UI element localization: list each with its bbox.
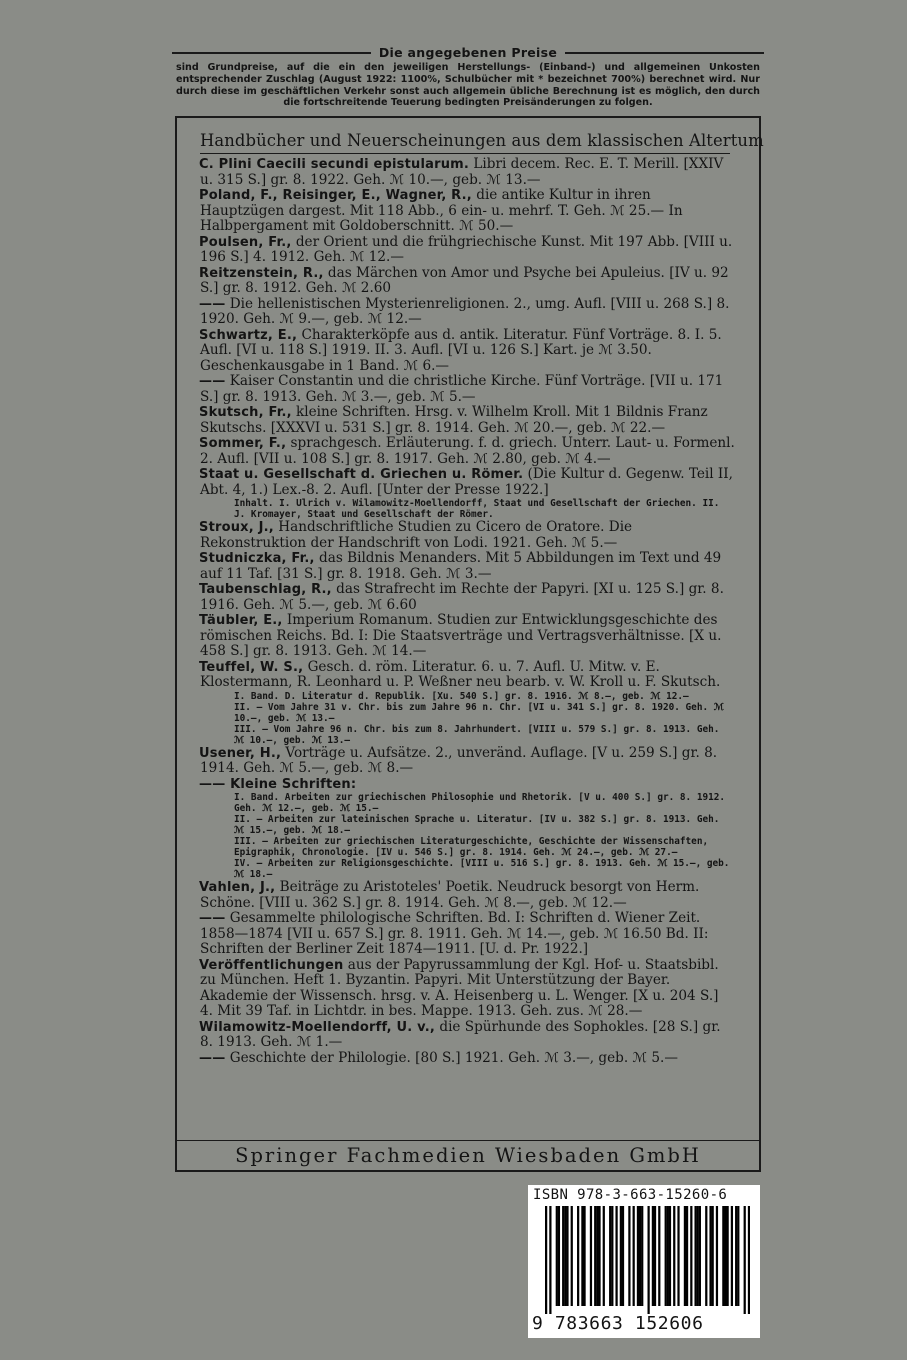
kleine-schriften-band: IV. — Arbeiten zur Religionsgeschichte. [VIII u. 516 S.] gr. 8. 1913. Geh. ℳ 15.—, geb. ℳ 18.— [234,858,730,880]
catalog-entry [200,266,735,297]
entry-author: Taubenschlag, R., [199,582,332,597]
teuffel-band: II. — Vom Jahre 31 v. Chr. bis zum Jahre 96 n. Chr. [VI u. 341 S.] gr. 8. 1920. Geh. ℳ 10.—, geb. ℳ 13.— [234,701,724,724]
catalog-entry [200,436,735,467]
teuffel-band: III. — Vom Jahre 96 n. Chr. bis zum 8. Jahrhundert. [VIII u. 579 S.] gr. 8. 1913. Geh. ℳ 10.—, geb. ℳ 13.— [234,723,720,746]
kleine-schriften-band: III. — Arbeiten zur griechischen Literaturgeschichte, Geschichte der Wissenschaften, Epigraphik, Chronologie. [IV u. 546 S.] gr. 8. 1914. Geh. ℳ 24.—, geb. ℳ 27.— [234,836,709,858]
barcode-bar [598,1206,600,1306]
barcode-digits: 9 783663 152606 [532,1313,704,1334]
barcode [545,1206,750,1314]
entry-author: Reitzenstein, R., [199,265,324,281]
entry-author: —— [199,911,226,926]
publisher-footer: Springer Fachmedien Wiesbaden GmbH [235,1144,701,1167]
entry-author: Studniczka, Fr., [199,551,315,566]
footer-rule [176,1140,760,1141]
barcode-bar [652,1206,654,1306]
barcode-bar [727,1206,729,1306]
barcode-bar [686,1206,688,1306]
entry-author: Poland, F., Reisinger, E., Wagner, R., [199,188,472,203]
barcode-bar [690,1206,692,1306]
barcode-bar [724,1206,726,1306]
teuffel-band: I. Band. D. Literatur d. Republik. [Xu. 540 S.] gr. 8. 1916. ℳ 8.—, geb. ℳ 12.— [234,690,689,702]
entry-text: die Spürhunde des Sophokles. [28 S.] gr. 8. 1913. Geh. ℳ 1.— [200,1018,721,1050]
barcode-bar [641,1206,643,1306]
entry-text: aus der Papyrussammlung der Kgl. Hof- u. Staatsbibl. zu München. Heft 1. Byzantin. Papyri. Mit Unterstützung der Bayer. Akademie der Wissensch. hrsg. v. A. Heisenberg u. L. Wenger. [X u. 204 S.] 4. Mit 39 Taf. in Lichtdr. in bes. Mappe. 1913. Geh. zus. ℳ 28.— [200,956,719,1019]
entry-author: Staat u. Gesellschaft d. Griechen u. Römer. [199,467,524,482]
entry-text: Gesch. d. röm. Literatur. 6. u. 7. Aufl. U. Mitw. v. E. Klostermann, R. Leonhard u. P. Weßner neu bearb. v. W. Kroll u. F. Skutsch. [200,658,721,690]
catalog-entry [200,188,735,235]
barcode-bar [697,1206,699,1306]
entry-author: Teuffel, W. S., [199,659,304,675]
entry-text: Handschriftliche Studien zu Cicero de Oratore. Die Rekonstruktion der Handschrift von Lodi. 1921. Geh. ℳ 5.— [200,519,633,551]
barcode-bar [654,1206,656,1306]
entry-author: Vahlen, J., [199,880,276,895]
entry-text: der Orient und die frühgriechische Kunst. Mit 197 Abb. [VIII u. 196 S.] 4. 1912. Geh. ℳ 12.— [200,233,733,265]
catalog-entry [200,746,735,777]
barcode-bar [658,1206,660,1306]
barcode-bar [583,1206,585,1306]
entry-text: das Bildnis Menanders. Mit 5 Abbildungen im Text und 49 auf 11 Taf. [31 S.] gr. 8. 1918. Geh. ℳ 3.— [200,550,722,582]
catalog-entry [200,1051,735,1067]
barcode-bar [611,1206,613,1306]
barcode-bar [603,1206,605,1306]
heading-rule [200,153,730,154]
staat-inhalt: Inhalt. I. Ulrich v. Wilamowitz-Moellendorff, Staat und Gesellschaft der Griechen. II. J. Kromayer, Staat und Gesellschaft der Römer. [234,498,720,520]
barcode-bar [673,1206,675,1306]
entry-text: Charakterköpfe aus d. antik. Literatur. Fünf Vorträge. 8. I. 5. Aufl. [VI u. 118 S.] 1919. II. 3. Aufl. [VI u. 126 S.] Kart. je ℳ 3.50. Geschenkausgabe in 1 Band. ℳ 6.— [200,326,722,374]
entry-text: sprachgesch. Erläuterung. f. d. griech. Unterr. Laut- u. Formenl. 2. Aufl. [VII u. 108 S.] gr. 8. 1917. Geh. ℳ 2.80, geb. ℳ 4.— [200,435,735,467]
barcode-bar [722,1206,724,1306]
barcode-bar [667,1206,669,1306]
barcode-bar [545,1206,547,1314]
barcode-bar [669,1206,671,1306]
catalog-entry [200,405,735,436]
entry-author: Skutsch, Fr., [199,405,292,420]
catalog-entry [200,467,735,498]
barcode-bar [699,1206,701,1306]
barcode-bar [594,1206,596,1306]
catalog-entry [200,520,735,551]
barcode-bar [590,1206,592,1306]
barcode-bar [737,1206,739,1306]
catalog-entry [200,374,735,405]
barcode-bar [615,1206,617,1306]
entry-author: —— [199,1050,226,1066]
catalog-entry [200,551,735,582]
barcode-bar [709,1206,711,1306]
barcode-bar [731,1206,733,1306]
notice-title: Die angegebenen Preise [371,45,565,60]
barcode-bar [564,1206,566,1306]
entry-author: Veröffentlichungen [199,957,344,973]
barcode-bar [571,1206,573,1306]
entry-text: Die hellenistischen Mysterienreligionen. 2., umg. Aufl. [VIII u. 268 S.] 8. 1920. Geh. ℳ 9.—, geb. ℳ 12.— [200,295,730,327]
barcode-bar [549,1206,551,1314]
barcode-bar [744,1206,746,1314]
entry-author: —— [199,296,226,312]
catalog-entry [200,660,735,691]
barcode-bar [716,1206,718,1306]
notice-body: sind Grundpreise, auf die ein den jeweiligen Herstellungs- (Einband-) und allgemeinen Unkosten entsprechender Zuschlag (August 1922: 1100%, Schulbücher mit * bezeichnet 700%) berechnet wird. Nur durch diese im geschäftlichen Verkehr sonst auch allgemein übliche Berechnung ist es möglich, den durch die fortschreitende Teuerung bedingten Preisänderungen zu folgen. [176,62,760,109]
barcode-bar [620,1206,622,1306]
catalog-entries [200,157,735,1066]
kleine-schriften-title: —— Kleine Schriften: [199,776,357,792]
barcode-bar [558,1206,560,1306]
entry-author: Stroux, J., [199,520,274,535]
barcode-bar [648,1206,650,1314]
entry-author: Sommer, F., [199,436,287,451]
catalog-entry [200,958,735,1020]
entry-author: C. Plini Caecili secundi epistularum. [199,157,470,172]
barcode-bar [566,1206,568,1306]
entry-author: Wilamowitz-Moellendorff, U. v., [199,1019,436,1035]
entry-author: —— [199,374,226,389]
catalog-entry [200,1020,735,1051]
entry-text: Beiträge zu Aristoteles' Poetik. Neudruck besorgt von Herm. Schöne. [VIII u. 362 S.] gr. 8. 1914. Geh. ℳ 8.—, geb. ℳ 12.— [200,879,700,911]
barcode-bar [556,1206,558,1306]
entry-author: Täubler, E., [199,613,283,628]
catalog-entry [200,911,735,958]
catalog-entry [200,613,735,660]
catalog-entry [200,880,735,911]
catalog-entry [200,582,735,613]
barcode-bar [735,1206,737,1306]
entry-text: Vorträge u. Aufsätze. 2., unveränd. Auflage. [V u. 259 S.] gr. 8. 1914. Geh. ℳ 5.—, geb. ℳ 8.— [200,744,718,776]
entry-author: Poulsen, Fr., [199,234,292,250]
barcode-bar [694,1206,696,1306]
kleine-schriften-band: II. — Arbeiten zur lateinischen Sprache u. Literatur. [IV u. 382 S.] gr. 8. 1913. Geh. ℳ 15.—, geb. ℳ 18.— [234,814,720,836]
barcode-bar [684,1206,686,1306]
catalog-entry [200,297,735,328]
catalog-heading: Handbücher und Neuerscheinungen aus dem klassischen Altertum [200,131,764,150]
barcode-bar [712,1206,714,1306]
entry-text: das Strafrecht im Rechte der Papyri. [XI u. 125 S.] gr. 8. 1916. Geh. ℳ 5.—, geb. ℳ 6.60 [200,581,724,613]
barcode-bar [581,1206,583,1306]
barcode-bar [665,1206,667,1306]
barcode-bar [596,1206,598,1306]
barcode-bar [677,1206,679,1306]
entry-text: das Märchen von Amor und Psyche bei Apuleius. [IV u. 92 S.] gr. 8. 1912. Geh. ℳ 2.60 [200,264,729,296]
entry-author: Usener, H., [199,745,282,761]
barcode-bar [562,1206,564,1306]
barcode-bar [633,1206,635,1306]
barcode-bar [639,1206,641,1306]
entry-text: die antike Kultur in ihren Hauptzügen dargest. Mit 118 Abb., 6 ein- u. mehrf. T. Geh. ℳ 25.— In Halbpergament mit Goldoberschnitt. ℳ 50.— [200,187,683,234]
barcode-bar [628,1206,630,1306]
entry-text: Geschichte der Philologie. [80 S.] 1921. Geh. ℳ 3.—, geb. ℳ 5.— [225,1049,678,1066]
barcode-bar [637,1206,639,1306]
catalog-entry [200,235,735,266]
barcode-bar [609,1206,611,1306]
price-notice [172,42,764,109]
entry-text: Gesammelte philologische Schriften. Bd. I: Schriften d. Wiener Zeit. 1858—1874 [VII u. 657 S.] gr. 8. 1911. Geh. ℳ 14.—, geb. ℳ 16.50 Bd. II: Schriften der Berliner Zeit 1874—1911. [U. d. Pr. 1922.] [200,910,709,957]
barcode-bar [748,1206,750,1314]
catalog-entry [200,328,735,375]
entry-text: Kaiser Constantin und die christliche Kirche. Fünf Vorträge. [VII u. 171 S.] gr. 8. 1913. Geh. ℳ 3.—, geb. ℳ 5.— [200,373,724,405]
catalog-entry [200,157,735,188]
isbn-text: ISBN 978-3-663-15260-6 [533,1187,728,1203]
entry-text: Imperium Romanum. Studien zur Entwicklungsgeschichte des römischen Reichs. Bd. I: Die Staatsverträge und Vertragsverhältnisse. [X u. 458 S.] gr. 8. 1913. Geh. ℳ 14.— [200,612,722,659]
entry-text: (Die Kultur d. Gegenw. Teil II, Abt. 4, 1.) Lex.-8. 2. Aufl. [Unter der Presse 1922.] [200,466,733,498]
kleine-schriften-band: I. Band. Arbeiten zur griechischen Philosophie und Rhetorik. [V u. 400 S.] gr. 8. 1912. Geh. ℳ 12.—, geb. ℳ 15.— [234,792,726,814]
barcode-bar [705,1206,707,1306]
entry-text: Libri decem. Rec. E. T. Merill. [XXIV u. 315 S.] gr. 8. 1922. Geh. ℳ 10.—, geb. ℳ 13.— [200,156,724,188]
entry-author: Schwartz, E., [199,327,298,343]
barcode-bar [622,1206,624,1306]
barcode-bar [577,1206,579,1306]
entry-text: kleine Schriften. Hrsg. v. Wilhelm Kroll. Mit 1 Bildnis Franz Skutschs. [XXXVI u. 531 S.] gr. 8. 1914. Geh. ℳ 20.—, geb. ℳ 22.— [200,404,708,436]
